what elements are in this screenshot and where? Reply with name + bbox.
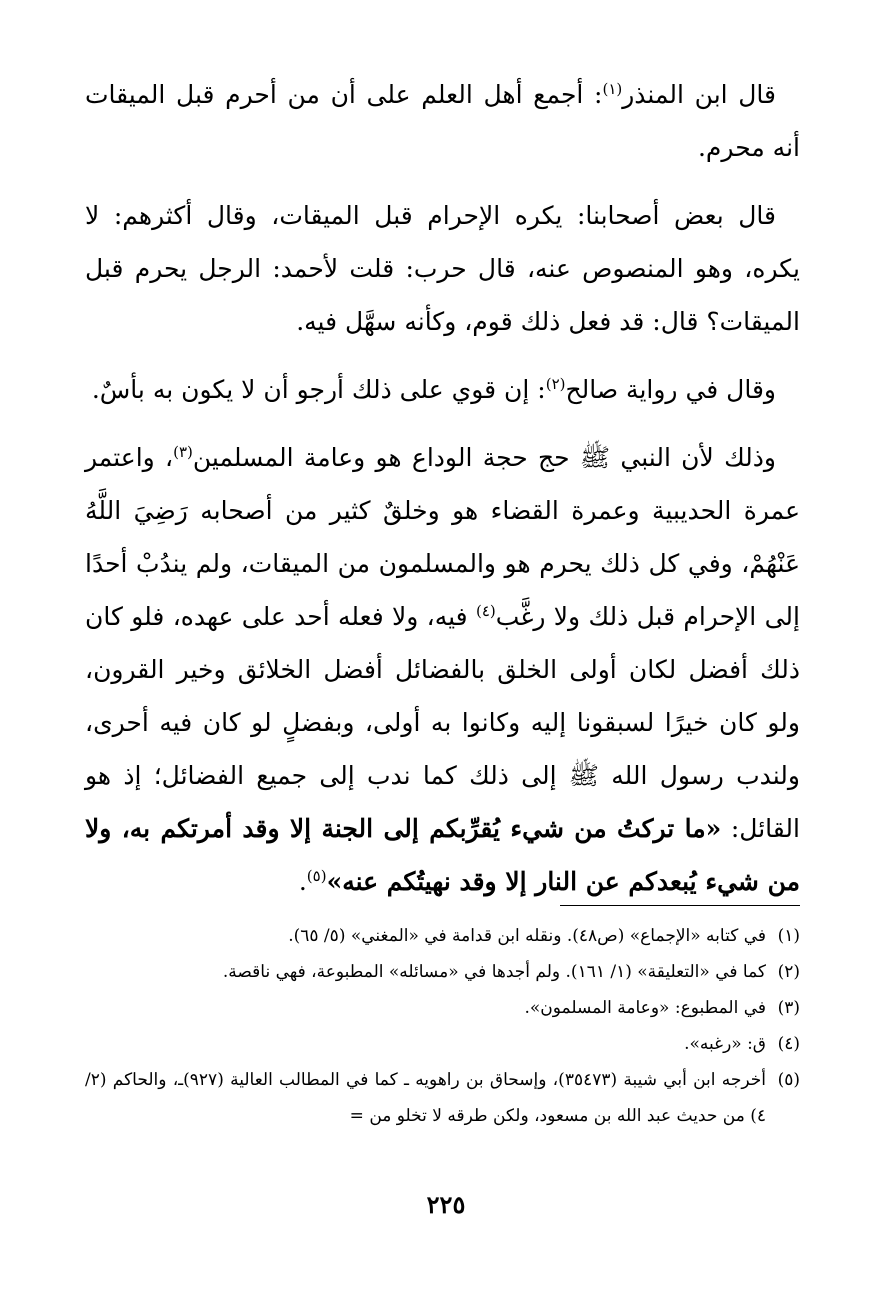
footnotes	[85, 918, 800, 1134]
footnote-ref-4[interactable]: (٤)	[475, 602, 496, 620]
footnote-divider	[560, 905, 800, 906]
paragraph-3	[85, 363, 800, 416]
footnote-number: (٢)	[777, 962, 800, 982]
paragraph-2: قال بعض أصحابنا: يكره الإحرام قبل الميقات، وقال أكثرهم: لا يكره، وهو المنصوص عنه، قال حرب: قلت لأحمد: الرجل يحرم قبل الميقات؟ قال: قد فعل ذلك قوم، وكأنه سهَّل فيه.	[85, 201, 800, 336]
paragraph-1-start: قال ابن المنذر	[622, 80, 776, 109]
paragraph-3-rest: : إن قوي على ذلك أرجو أن لا يكون به بأسٌ.	[91, 375, 546, 404]
paragraph-4-start: وذلك لأن النبي ﷺ حج حجة الوداع هو وعامة المسلمين	[192, 443, 776, 472]
footnote-number: (٥)	[777, 1070, 800, 1090]
footnote-1	[85, 918, 800, 954]
footnote-text: ق: «رغبه».	[684, 1034, 766, 1054]
footnote-text: في كتابه «الإجماع» (ص٤٨). ونقله ابن قدامة في «المغني» (٥/ ٦٥).	[288, 926, 766, 946]
paragraph-1-rest: : أجمع أهل العلم على أن من أحرم قبل الميقات أنه محرم.	[85, 80, 800, 162]
footnote-ref-5[interactable]: (٥)	[306, 867, 327, 885]
footnote-number: (١)	[777, 926, 800, 946]
main-text	[85, 68, 800, 908]
hadith-quote: «ما تركتُ من شيء يُقرِّبكم إلى الجنة إلا وقد أمرتكم به، ولا من شيء يُبعدكم عن النار إلا وقد نهيتُكم عنه»	[85, 814, 800, 896]
paragraph-4	[85, 431, 800, 908]
page-number: ٢٢٥	[426, 1190, 466, 1219]
footnote-text: أخرجه ابن أبي شيبة (٣٥٤٧٣)، وإسحاق بن راهويه ـ كما في المطالب العالية (٩٢٧)ـ، والحاكم (٢/ ٤) من حديث عبد الله بن مسعود، ولكن طرقه لا تخلو من =	[85, 1070, 767, 1126]
footnote-ref-3[interactable]: (٣)	[173, 443, 193, 461]
footnote-ref-1[interactable]: (١)	[602, 80, 623, 98]
paragraph-3-start: وقال في رواية صالح	[565, 375, 776, 404]
footnote-ref-2[interactable]: (٢)	[545, 375, 566, 393]
footnote-3	[85, 990, 800, 1026]
footnote-2	[85, 954, 800, 990]
paragraph-4-continuation: فيه، ولا فعله أحد على عهده، فلو كان ذلك أفضل لكان أولى الخلق بالفضائل أفضل الخلائق وخير القرون، ولو كان خيرًا لسبقونا إليه وكانوا به أولى، وبفضلٍ لو كان فيه أحرى، ولندب رسول الله ﷺ إلى ذلك كما ندب إلى جميع الفضائل؛ إذ هو القائل:	[85, 602, 800, 843]
paragraph-1	[85, 68, 800, 174]
footnote-number: (٤)	[777, 1034, 800, 1054]
footnote-text: في المطبوع: «وعامة المسلمون».	[524, 998, 766, 1018]
footnote-5	[85, 1062, 800, 1134]
footnote-number: (٣)	[777, 998, 800, 1018]
paragraph-4-middle: ، واعتمر عمرة الحديبية وعمرة القضاء هو وخلقٌ كثير من أصحابه رَضِيَ اللَّهُ عَنْهُمْ، وفي كل ذلك يحرم هو والمسلمون من الميقات، ولم يندُبْ أحدًا إلى الإحرام قبل ذلك ولا رغَّب	[85, 443, 800, 631]
footnote-text: كما في «التعليقة» (١/ ١٦١). ولم أجدها في «مسائله» المطبوعة، فهي ناقصة.	[222, 962, 766, 982]
paragraph-4-end: .	[298, 867, 307, 896]
footnote-4	[85, 1026, 800, 1062]
